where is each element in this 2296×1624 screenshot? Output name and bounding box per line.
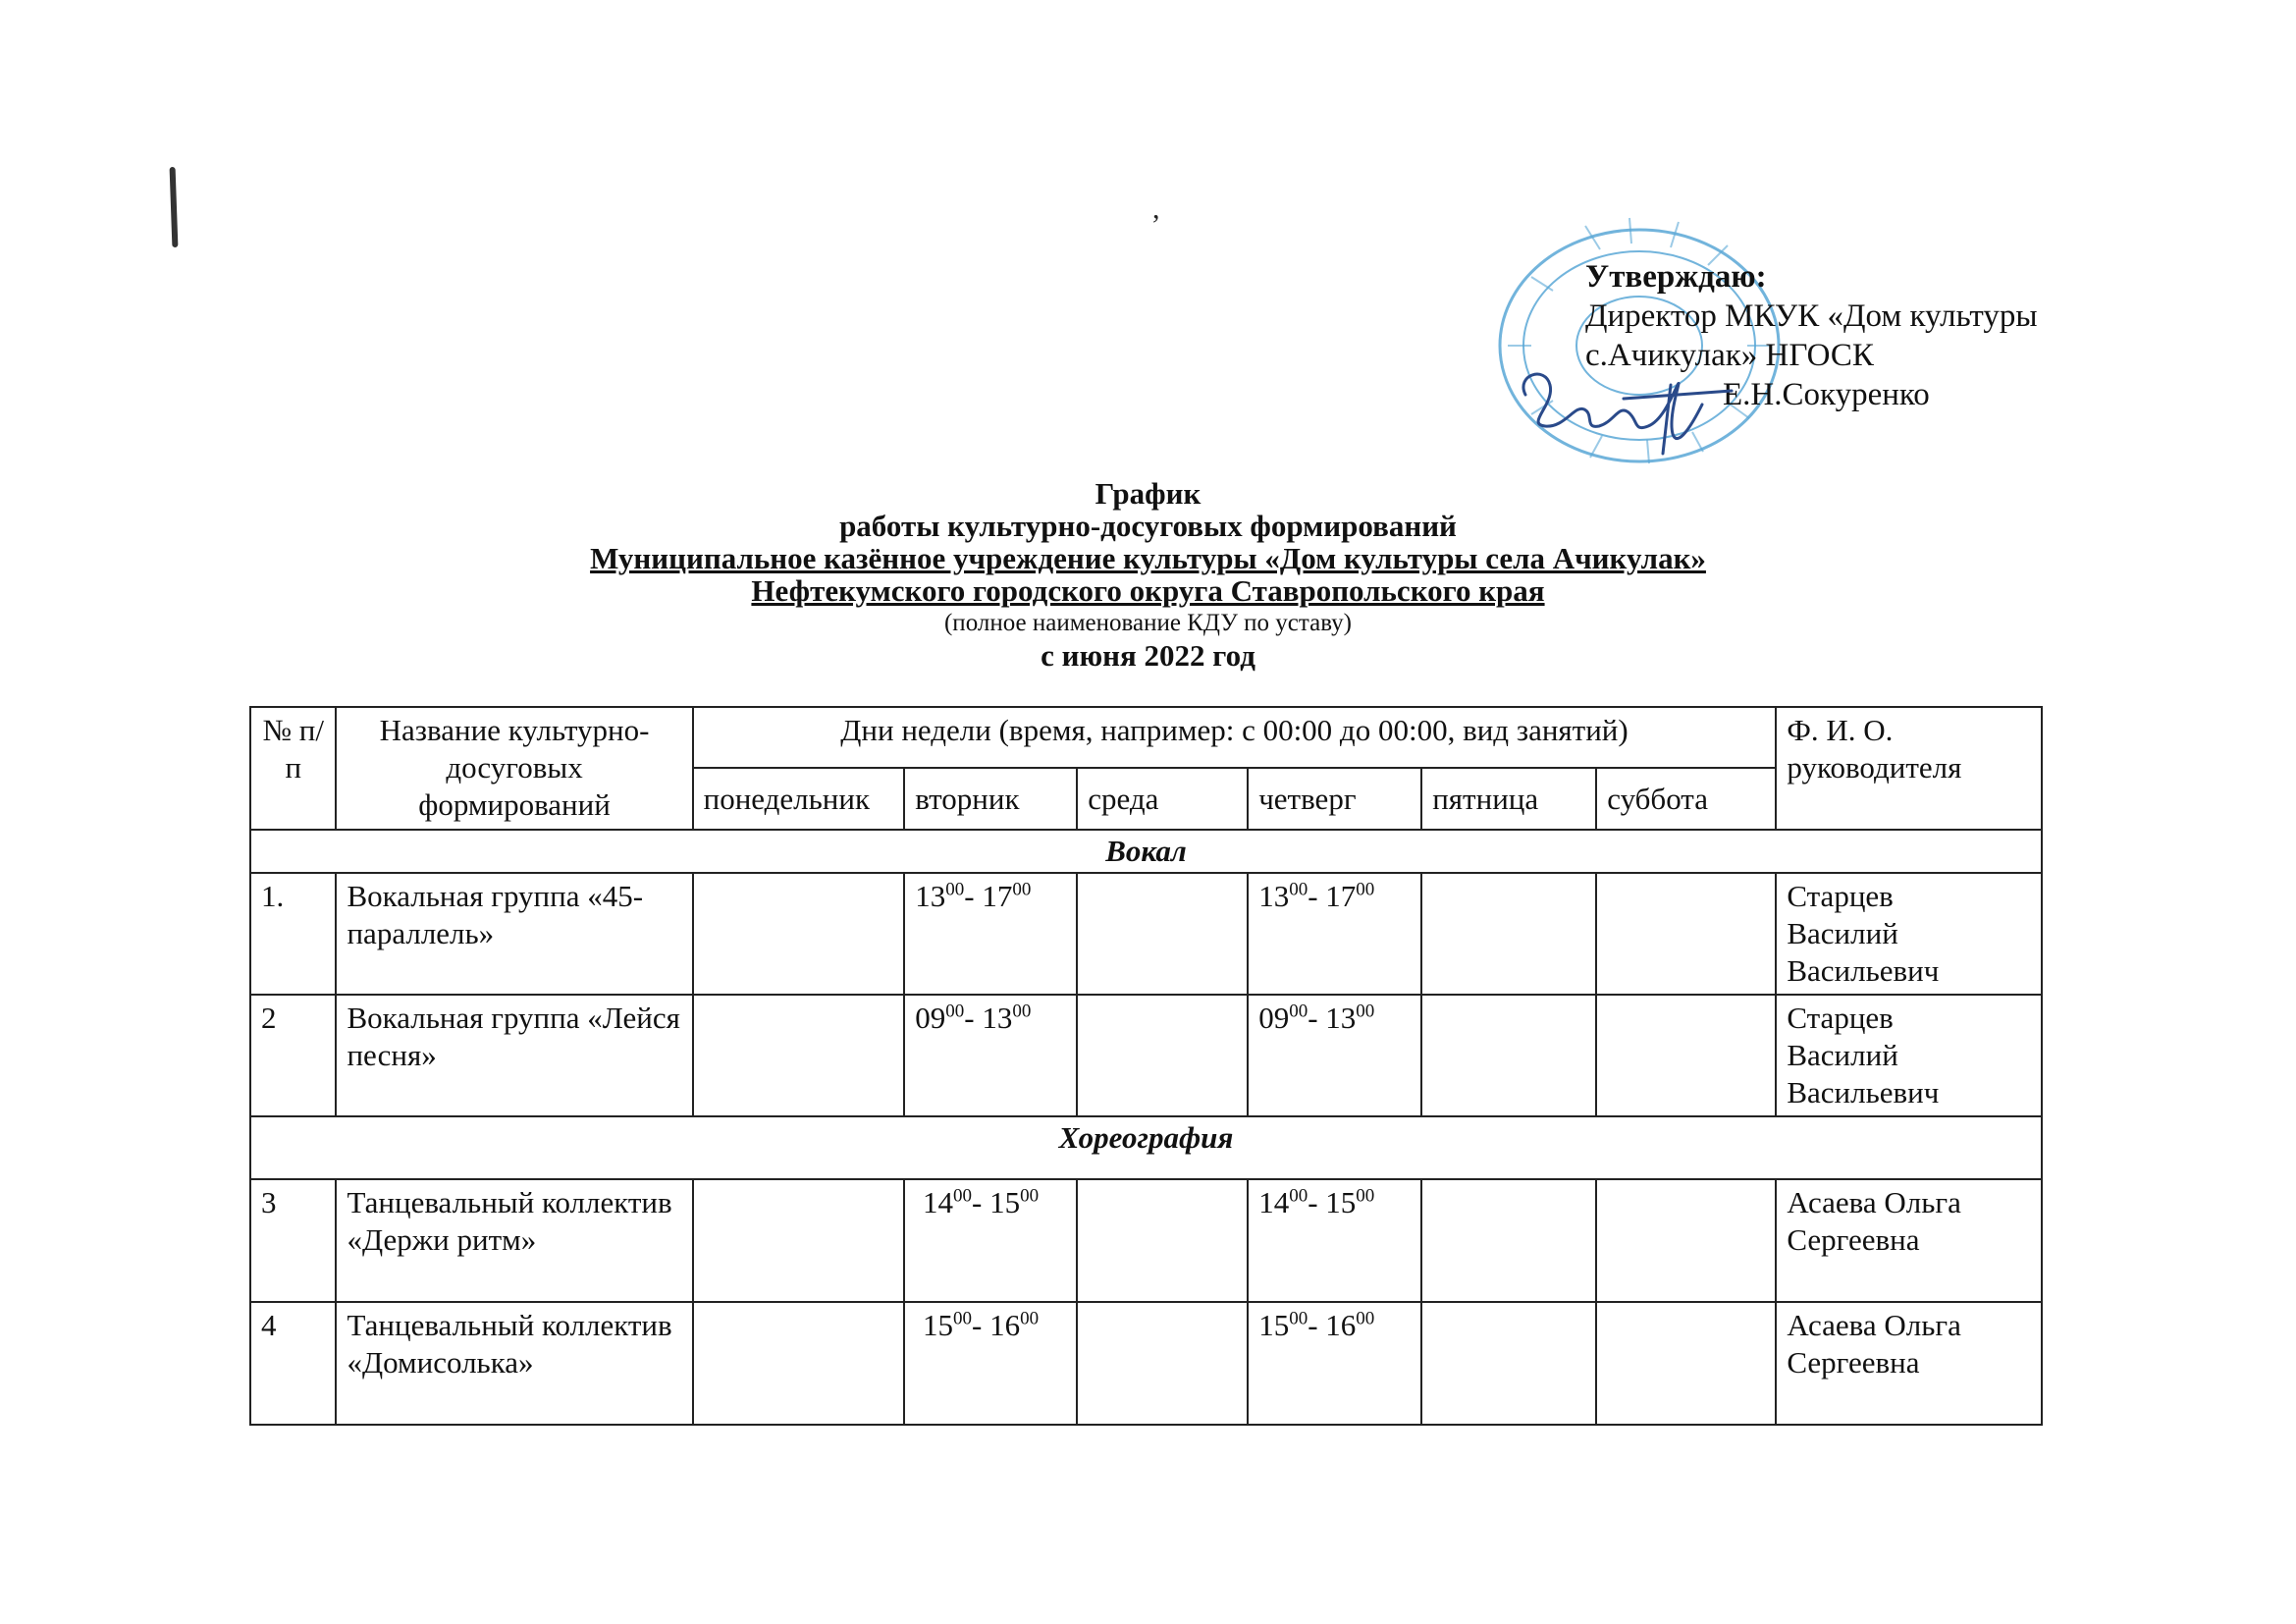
- leader-name: Старцев Василий Васильевич: [1776, 873, 2042, 995]
- cell-friday: [1421, 1302, 1596, 1425]
- header-day-wednesday: среда: [1077, 768, 1248, 830]
- row-number: 4: [250, 1302, 336, 1425]
- cell-saturday: [1596, 1179, 1776, 1302]
- cell-thursday: $15^{00}-$ $16^{00}$: [1248, 1302, 1421, 1425]
- cell-wednesday: [1077, 995, 1248, 1116]
- cell-monday: [693, 873, 905, 995]
- header-day-tuesday: вторник: [904, 768, 1077, 830]
- section-row: [250, 1116, 2042, 1179]
- table-row: [250, 1179, 2042, 1302]
- document-heading: [0, 477, 2296, 672]
- approval-position-line1: Директор МКУК «Дом культуры: [1585, 298, 2038, 334]
- header-number: № п/п: [250, 707, 336, 830]
- row-number: 3: [250, 1179, 336, 1302]
- cell-tuesday: $15^{00}-$ $16^{00}$: [904, 1302, 1077, 1425]
- cell-saturday: [1596, 1302, 1776, 1425]
- organization-name-line2: Нефтекумского городского округа Ставропольского края: [751, 573, 1545, 608]
- leader-name: Асаева Ольга Сергеевна: [1776, 1302, 2042, 1425]
- table-row: [250, 1302, 2042, 1425]
- header-days-of-week: Дни недели (время, например: с 00:00 до 00:00, вид занятий): [693, 707, 1777, 768]
- cell-wednesday: [1077, 1302, 1248, 1425]
- formation-name: Танцевальный коллектив «Домисолька»: [336, 1302, 692, 1425]
- approval-signer-name: Е.Н.Сокуренко: [1723, 377, 1930, 412]
- header-day-monday: понедельник: [693, 768, 905, 830]
- cell-friday: [1421, 873, 1596, 995]
- row-number: 1.: [250, 873, 336, 995]
- cell-tuesday: $14^{00}-$ $15^{00}$: [904, 1179, 1077, 1302]
- formation-name: Танцевальный коллектив «Держи ритм»: [336, 1179, 692, 1302]
- cell-monday: [693, 995, 905, 1116]
- approval-block: [1492, 208, 2120, 493]
- cell-saturday: [1596, 995, 1776, 1116]
- formation-name: Вокальная группа «Лейся песня»: [336, 995, 692, 1116]
- cell-thursday: $09^{00}-$ $13^{00}$: [1248, 995, 1421, 1116]
- approval-position-line2: с.Ачикулак» НГОСК: [1585, 338, 1874, 373]
- scan-artifact-comma: ,: [1152, 192, 1160, 225]
- cell-monday: [693, 1302, 905, 1425]
- section-row: [250, 830, 2042, 873]
- document-subtitle: работы культурно-досуговых формирований: [839, 509, 1457, 543]
- approval-title: Утверждаю:: [1585, 259, 1767, 295]
- header-day-thursday: четверг: [1248, 768, 1421, 830]
- header-leader-name: Ф. И. О. руководителя: [1776, 707, 2042, 830]
- cell-wednesday: [1077, 1179, 1248, 1302]
- cell-thursday: $13^{00}-$ $17^{00}$: [1248, 873, 1421, 995]
- cell-saturday: [1596, 873, 1776, 995]
- handwritten-signature: [1506, 355, 1741, 463]
- cell-friday: [1421, 995, 1596, 1116]
- cell-monday: [693, 1179, 905, 1302]
- formation-name: Вокальная группа «45-параллель»: [336, 873, 692, 995]
- cell-thursday: $14^{00}-$ $15^{00}$: [1248, 1179, 1421, 1302]
- cell-tuesday: $09^{00}-$ $13^{00}$: [904, 995, 1077, 1116]
- organization-name-note: (полное наименование КДУ по уставу): [943, 610, 1352, 636]
- leader-name: Асаева Ольга Сергеевна: [1776, 1179, 2042, 1302]
- table-row: [250, 995, 2042, 1116]
- cell-wednesday: [1077, 873, 1248, 995]
- header-day-saturday: суббота: [1596, 768, 1776, 830]
- row-number: 2: [250, 995, 336, 1116]
- header-formation-name: Название культурно-досуговых формирований: [336, 707, 692, 830]
- table-row: [250, 873, 2042, 995]
- schedule-period: с июня 2022 год: [1041, 638, 1255, 673]
- cell-tuesday: $13^{00}-$ $17^{00}$: [904, 873, 1077, 995]
- scan-artifact-mark: [170, 167, 179, 247]
- schedule-table: [249, 706, 2043, 1426]
- document-title: График: [1095, 476, 1201, 511]
- header-day-friday: пятница: [1421, 768, 1596, 830]
- organization-name-line1: Муниципальное казённое учреждение культуры «Дом культуры села Ачикулак»: [590, 541, 1706, 575]
- section-title-choreography: Хореография: [250, 1116, 2042, 1179]
- section-title-vocal: Вокал: [250, 830, 2042, 873]
- leader-name: Старцев Василий Васильевич: [1776, 995, 2042, 1116]
- cell-friday: [1421, 1179, 1596, 1302]
